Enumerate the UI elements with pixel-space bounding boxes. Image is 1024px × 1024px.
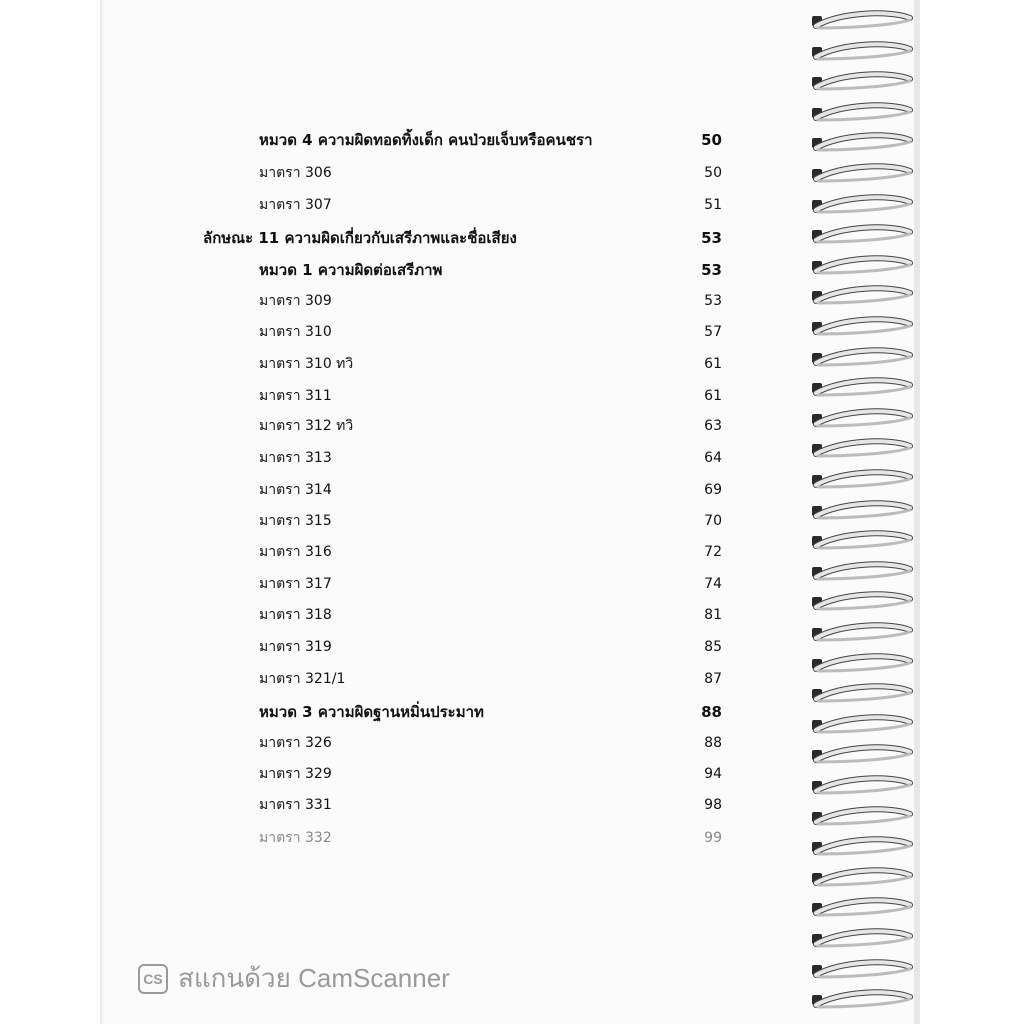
spiral-ring — [810, 102, 915, 120]
spiral-ring — [810, 163, 915, 181]
toc-entry-page-number: 51 — [704, 197, 722, 213]
toc-entry-page-number: 69 — [704, 482, 722, 498]
toc-entry — [259, 826, 722, 850]
toc-entry-page-number: 94 — [704, 766, 722, 782]
spiral-ring — [810, 714, 915, 732]
toc-entry-page-number: 50 — [704, 165, 722, 181]
spiral-ring — [810, 806, 915, 824]
spiral-ring — [810, 989, 915, 1007]
spiral-ring — [810, 285, 915, 303]
toc-entry-label: มาตรา 314 — [259, 482, 332, 498]
spiral-ring — [810, 438, 915, 456]
spiral-ring — [810, 683, 915, 701]
spiral-ring — [810, 10, 915, 28]
toc-entry-label: มาตรา 332 — [259, 830, 332, 846]
toc-entry — [259, 161, 722, 185]
toc-entry-page-number: 70 — [704, 513, 722, 529]
toc-entry — [259, 320, 722, 344]
toc-entry-label: มาตรา 326 — [259, 735, 332, 751]
toc-entry — [259, 731, 722, 755]
toc-entry-page-number: 50 — [701, 131, 722, 149]
spiral-ring — [810, 561, 915, 579]
toc-entry-page-number: 61 — [704, 388, 722, 404]
toc-entry — [259, 667, 722, 691]
toc-entry — [259, 414, 722, 438]
spiral-ring — [810, 224, 915, 242]
toc-entry — [259, 540, 722, 564]
toc-entry-label: มาตรา 307 — [259, 197, 332, 213]
page-edge — [100, 0, 104, 1024]
spiral-ring — [810, 622, 915, 640]
toc-entry-label: มาตรา 315 — [259, 513, 332, 529]
spiral-ring — [810, 959, 915, 977]
spiral-ring — [810, 653, 915, 671]
toc-entry-page-number: 53 — [704, 293, 722, 309]
spiral-ring — [810, 530, 915, 548]
spiral-ring — [810, 867, 915, 885]
toc-entry — [259, 289, 722, 313]
toc-entry-page-number: 88 — [704, 735, 722, 751]
toc-entry-page-number: 57 — [704, 324, 722, 340]
toc-entry-label: มาตรา 310 — [259, 324, 332, 340]
spiral-ring — [810, 377, 915, 395]
toc-entry-page-number: 98 — [704, 797, 722, 813]
toc-entry — [259, 762, 722, 786]
toc-entry-page-number: 99 — [704, 830, 722, 846]
toc-entry-label: หมวด 1 ความผิดต่อเสรีภาพ — [259, 261, 443, 279]
toc-entry — [259, 384, 722, 408]
toc-entry-page-number: 63 — [704, 418, 722, 434]
toc-entry — [259, 193, 722, 217]
toc-entry-label: มาตรา 310 ทวิ — [259, 356, 354, 372]
toc-entry-label: มาตรา 316 — [259, 544, 332, 560]
spiral-binding — [810, 0, 920, 1024]
toc-entry-label: มาตรา 311 — [259, 388, 332, 404]
toc-entry-label: มาตรา 306 — [259, 165, 332, 181]
toc-entry — [259, 352, 722, 376]
spiral-ring — [810, 347, 915, 365]
toc-entry-page-number: 81 — [704, 607, 722, 623]
toc-entry-label: มาตรา 329 — [259, 766, 332, 782]
toc-entry — [259, 446, 722, 470]
toc-entry — [259, 700, 722, 724]
spiral-ring — [810, 132, 915, 150]
toc-entry — [259, 478, 722, 502]
toc-entry-page-number: 87 — [704, 671, 722, 687]
toc-entry-label: มาตรา 309 — [259, 293, 332, 309]
toc-entry-label: มาตรา 331 — [259, 797, 332, 813]
spiral-ring — [810, 836, 915, 854]
toc-entry-label: มาตรา 317 — [259, 576, 332, 592]
spiral-ring — [810, 928, 915, 946]
spiral-ring — [810, 408, 915, 426]
camscanner-watermark — [138, 958, 450, 999]
toc-entry — [203, 226, 722, 250]
spiral-ring — [810, 897, 915, 915]
spiral-ring — [810, 194, 915, 212]
spiral-ring — [810, 469, 915, 487]
spiral-ring — [810, 71, 915, 89]
toc-entry — [259, 603, 722, 627]
toc-entry-page-number: 88 — [701, 703, 722, 721]
toc-entry-page-number: 61 — [704, 356, 722, 372]
watermark-text: สแกนด้วย CamScanner — [178, 963, 450, 993]
toc-entry-page-number: 53 — [701, 229, 722, 247]
toc-entry — [259, 258, 722, 282]
toc-entry — [259, 793, 722, 817]
spiral-ring — [810, 775, 915, 793]
toc-entry — [259, 509, 722, 533]
spiral-ring — [810, 255, 915, 273]
spiral-ring — [810, 744, 915, 762]
toc-entry — [259, 128, 722, 152]
toc-entry-label: มาตรา 312 ทวิ — [259, 418, 354, 434]
spiral-ring — [810, 41, 915, 59]
toc-entry-label: มาตรา 319 — [259, 639, 332, 655]
camscanner-logo-icon: CS — [138, 964, 168, 994]
toc-entry-label: หมวด 3 ความผิดฐานหมิ่นประมาท — [259, 703, 484, 721]
toc-entry-label: มาตรา 313 — [259, 450, 332, 466]
toc-entry-page-number: 85 — [704, 639, 722, 655]
toc-entry-label: หมวด 4 ความผิดทอดทิ้งเด็ก คนป่วยเจ็บหรือคนชรา — [259, 131, 593, 149]
toc-entry-page-number: 74 — [704, 576, 722, 592]
toc-entry-page-number: 72 — [704, 544, 722, 560]
toc-entry — [259, 572, 722, 596]
toc-entry — [259, 635, 722, 659]
toc-entry-label: มาตรา 318 — [259, 607, 332, 623]
spiral-ring — [810, 316, 915, 334]
toc-entry-label: มาตรา 321/1 — [259, 671, 346, 687]
toc-entry-page-number: 53 — [701, 261, 722, 279]
spiral-ring — [810, 591, 915, 609]
spiral-ring — [810, 500, 915, 518]
toc-entry-page-number: 64 — [704, 450, 722, 466]
toc-entry-label: ลักษณะ 11 ความผิดเกี่ยวกับเสรีภาพและชื่อเสียง — [203, 229, 517, 247]
